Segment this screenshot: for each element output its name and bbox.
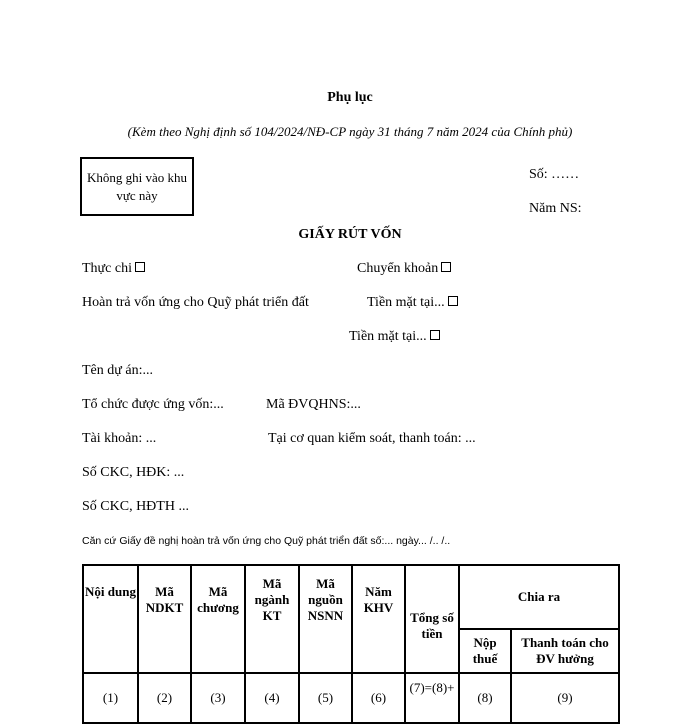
- header-nam-khv: Năm KHV: [352, 565, 405, 673]
- col-number-9: (9): [511, 673, 619, 723]
- basis-text: Căn cứ Giấy đề nghị hoàn trả vốn ứng cho Quỹ phát triển đất số:... ngày... /.. /..: [82, 535, 451, 547]
- option-tien-mat-2: [349, 329, 440, 345]
- col-number-1: (1): [83, 673, 138, 723]
- col-number-2: (2): [138, 673, 191, 723]
- col-number-6: (6): [352, 673, 405, 723]
- account-field: Tài khoản: ...: [82, 431, 157, 446]
- control-agency-field: Tại cơ quan kiểm soát, thanh toán: ...: [268, 431, 476, 446]
- tien-mat-1-checkbox[interactable]: [448, 296, 458, 306]
- option-chuyen-khoan: [357, 261, 451, 277]
- header-ma-ndkt: Mã NDKT: [138, 565, 191, 673]
- header-ma-nguon-nsnn: Mã nguồn NSNN: [299, 565, 352, 673]
- option-hoan-tra: [82, 295, 309, 311]
- header-ma-chuong: Mã chương: [191, 565, 245, 673]
- header-tong-so-tien: Tổng số tiền: [405, 565, 459, 673]
- budget-year-label: Năm NS:: [529, 201, 582, 216]
- thuc-chi-checkbox[interactable]: [135, 262, 145, 272]
- budget-unit-code-field: Mã ĐVQHNS:...: [266, 397, 361, 412]
- col-number-7: (7)=(8)+: [405, 673, 459, 723]
- option-thuc-chi-label: Thực chi: [82, 261, 132, 276]
- header-chia-ra: Chia ra: [459, 565, 619, 629]
- advance-organization-field: Tổ chức được ứng vốn:...: [82, 397, 224, 412]
- tien-mat-2-checkbox[interactable]: [430, 330, 440, 340]
- disbursement-table: [82, 564, 620, 724]
- header-ma-nganh-kt: Mã ngành KT: [245, 565, 299, 673]
- option-tien-mat-2-label: Tiền mặt tại...: [349, 329, 427, 344]
- header-nop-thue: Nộp thuế: [459, 629, 511, 673]
- option-chuyen-khoan-label: Chuyển khoản: [357, 261, 439, 276]
- ckc-hdk-number-field: Số CKC, HĐK: ...: [82, 465, 185, 480]
- chuyen-khoan-checkbox[interactable]: [441, 262, 451, 272]
- project-name-field: Tên dự án:...: [82, 363, 153, 378]
- header-thanh-toan-dv: Thanh toán cho ĐV hưởng: [511, 629, 619, 673]
- col-number-5: (5): [299, 673, 352, 723]
- col-number-8: (8): [459, 673, 511, 723]
- col-number-3: (3): [191, 673, 245, 723]
- reserved-area-note: Không ghi vào khu vực này: [86, 169, 188, 203]
- appendix-subtitle: (Kèm theo Nghị định số 104/2024/NĐ-CP ngày 31 tháng 7 năm 2024 của Chính phủ): [127, 124, 573, 139]
- form-title: GIẤY RÚT VỐN: [298, 227, 402, 242]
- option-tien-mat-1-label: Tiền mặt tại...: [367, 295, 445, 310]
- ckc-hdth-number-field: Số CKC, HĐTH ...: [82, 499, 189, 514]
- option-thuc-chi: [82, 261, 145, 277]
- col-number-4: (4): [245, 673, 299, 723]
- reserved-area-box: [80, 157, 194, 216]
- header-noi-dung: Nội dung: [83, 565, 138, 673]
- appendix-title: Phụ lục: [327, 90, 373, 105]
- document-number-label: Số: ……: [529, 167, 580, 182]
- option-tien-mat-1: [367, 295, 458, 311]
- option-hoan-tra-label: Hoàn trả vốn ứng cho Quỹ phát triển đất: [82, 295, 309, 310]
